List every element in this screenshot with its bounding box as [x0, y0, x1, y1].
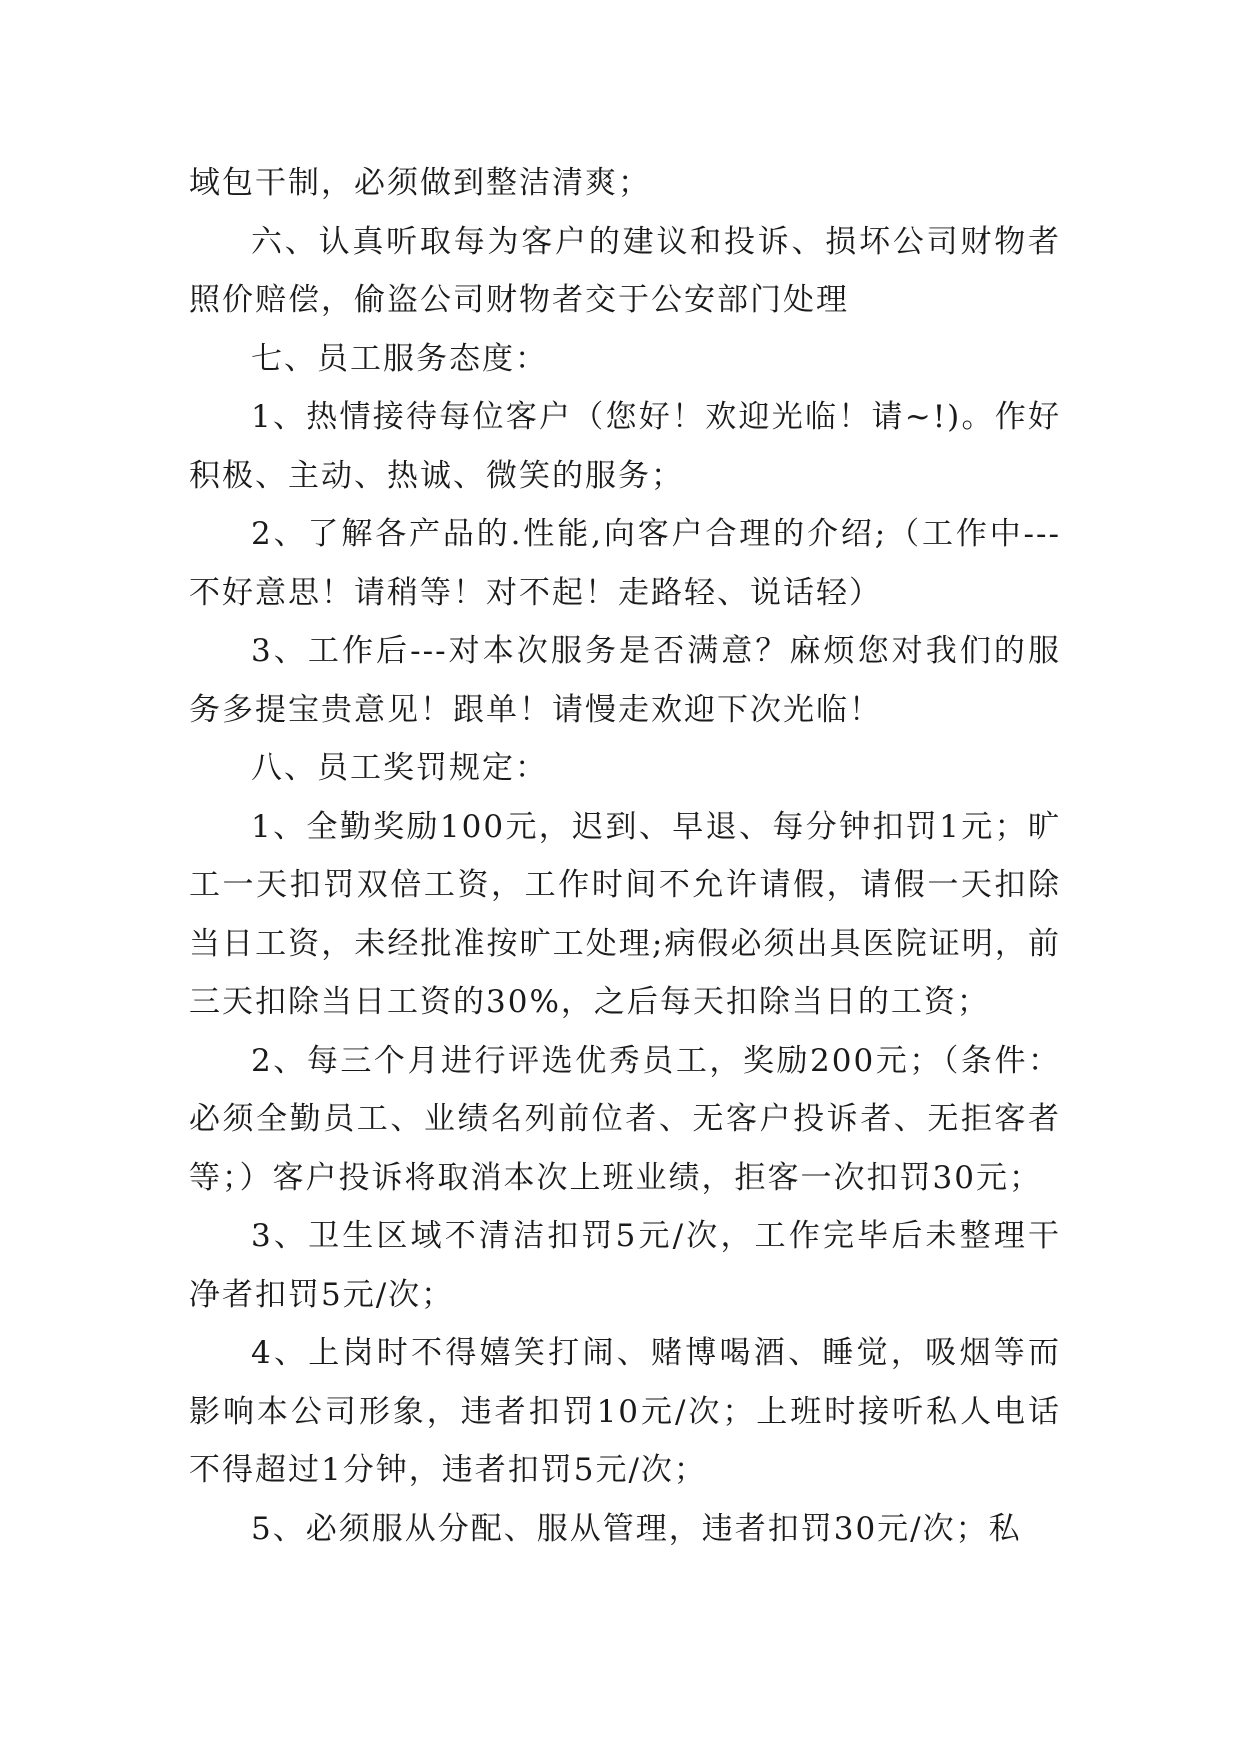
paragraph-reward-item-3: 3、卫生区域不清洁扣罚5元/次，工作完毕后未整理干净者扣罚5元/次； — [189, 1218, 1061, 1313]
paragraph-reward-item-1: 1、全勤奖励100元，迟到、早退、每分钟扣罚1元；旷工一天扣罚双倍工资，工作时间不允许请假，请假一天扣除当日工资，未经批准按旷工处理;病假必须出具医院证明，前三天扣除当日工资的30%，之后每天扣除当日的工资； — [189, 808, 1061, 1020]
paragraph-continuation: 域包干制，必须做到整洁清爽； — [189, 165, 651, 201]
heading-section-seven: 七、员工服务态度： — [251, 340, 548, 377]
paragraph-service-item-2: 2、了解各产品的.性能,向客户合理的介绍;（工作中---不好意思！请稍等！对不起！走路轻、说话轻） — [189, 516, 1061, 611]
paragraph-section-six: 六、认真听取每为客户的建议和投诉、损坏公司财物者照价赔偿，偷盗公司财物者交于公安部门处理 — [189, 223, 1061, 318]
paragraph-service-item-3: 3、工作后---对本次服务是否满意？麻烦您对我们的服务多提宝贵意见！跟单！请慢走欢迎下次光临！ — [189, 633, 1061, 728]
heading-section-eight: 八、员工奖罚规定： — [251, 750, 548, 786]
paragraph-reward-item-4: 4、上岗时不得嬉笑打闹、赌博喝酒、睡觉，吸烟等而影响本公司形象，违者扣罚10元/次；上班时接听私人电话不得超过1分钟，违者扣罚5元/次； — [189, 1335, 1061, 1488]
paragraph-reward-item-5: 5、必须服从分配、服从管理，违者扣罚30元/次；私 — [251, 1510, 1022, 1547]
paragraph-service-item-1: 1、热情接待每位客户（您好！欢迎光临！请~!)。作好积极、主动、热诚、微笑的服务； — [189, 399, 1061, 494]
document-body — [189, 154, 1061, 1558]
paragraph-reward-item-2: 2、每三个月进行评选优秀员工，奖励200元；（条件：必须全勤员工、业绩名列前位者、无客户投诉者、无拒客者等；）客户投诉将取消本次上班业绩，拒客一次扣罚30元； — [189, 1042, 1061, 1196]
